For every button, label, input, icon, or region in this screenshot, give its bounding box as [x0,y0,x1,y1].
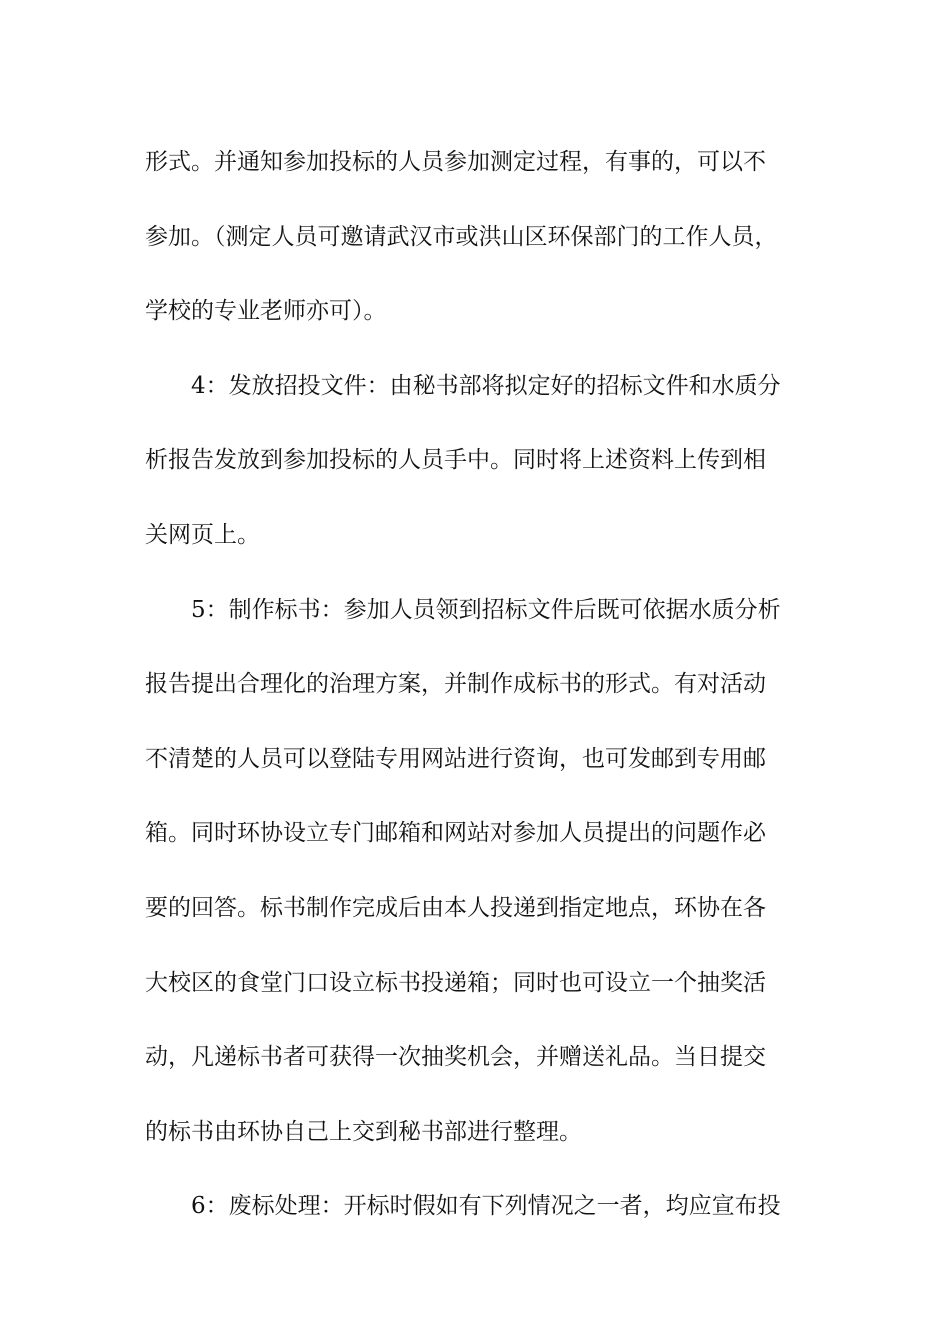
section-heading-line: 6：废标处理：开标时假如有下列情况之一者，均应宣布投 [191,1193,781,1220]
text-line: 动，凡递标书者可获得一次抽奖机会，并赠送礼品。当日提交 [145,1044,766,1071]
text-line: 箱。同时环协设立专门邮箱和网站对参加人员提出的问题作必 [145,820,766,847]
text-line: 学校的专业老师亦可）。 [145,298,387,325]
text-line: 参加。（测定人员可邀请武汉市或洪山区环保部门的工作人员， [145,223,778,250]
text-line: 大校区的食堂门口设立标书投递箱；同时也可设立一个抽奖活 [145,969,766,996]
section-heading-line: 4：发放招投文件：由秘书部将拟定好的招标文件和水质分 [191,372,781,399]
text-line: 形式。并通知参加投标的人员参加测定过程，有事的，可以不 [145,149,766,175]
text-line: 析报告发放到参加投标的人员手中。同时将上述资料上传到相 [145,447,766,474]
text-line: 报告提出合理化的治理方案，并制作成标书的形式。有对活动 [145,671,766,698]
text-line: 关网页上。 [145,521,260,548]
text-line: 的标书由环协自己上交到秘书部进行整理。 [145,1118,582,1145]
section-heading-line: 5：制作标书：参加人员领到招标文件后既可依据水质分析 [191,596,781,623]
body-text [145,125,825,1244]
text-line: 要的回答。标书制作完成后由本人投递到指定地点，环协在各 [145,894,766,921]
text-line: 不清楚的人员可以登陆专用网站进行资询，也可发邮到专用邮 [145,745,766,772]
